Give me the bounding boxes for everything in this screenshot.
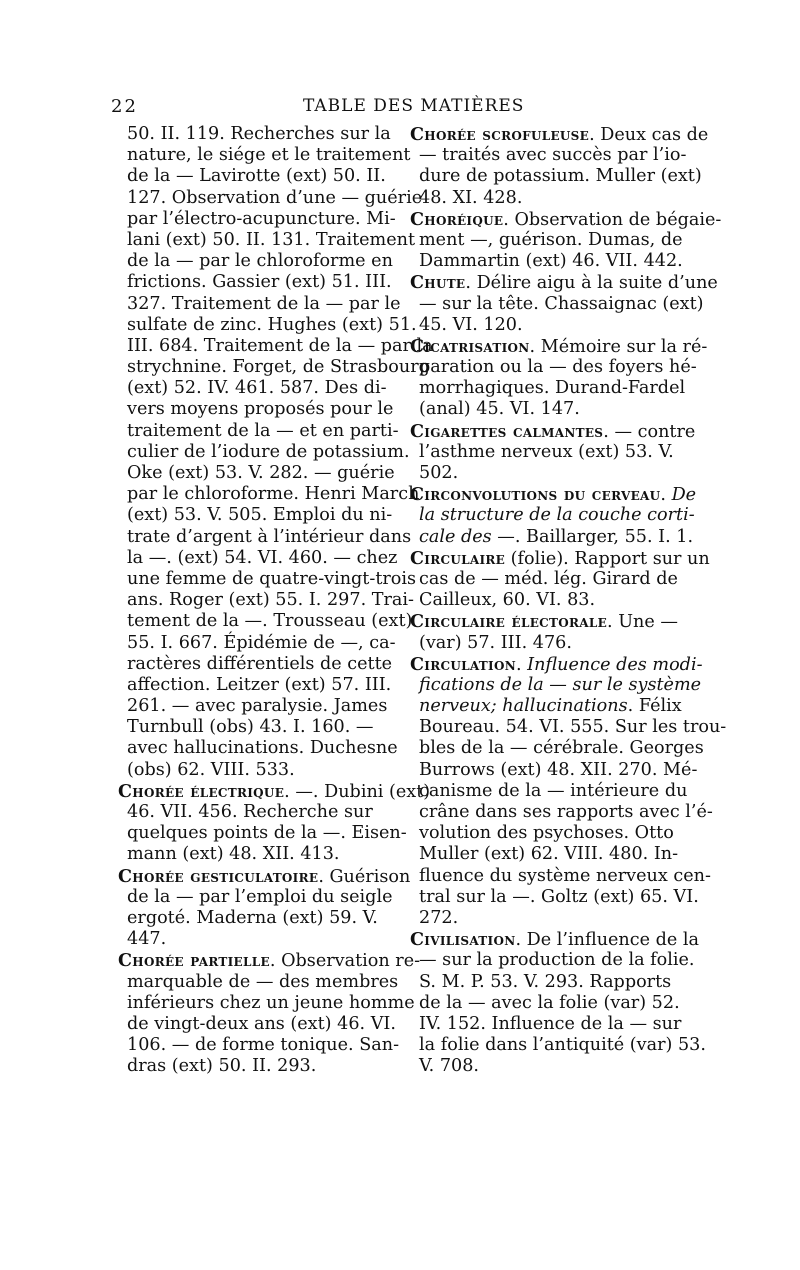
entry-text: trate d’argent à l’intérieur dans [127, 526, 412, 547]
entry-text: Boureau. 54. VI. 555. Sur les trou- [419, 717, 727, 738]
index-entry-heading-line [410, 124, 709, 145]
index-entry-line [118, 971, 399, 993]
entry-text: 127. Observation d’une — guérie [127, 187, 423, 208]
entry-text: mann (ext) 48. XII. 413. [127, 844, 340, 865]
italic-text: fications de la — sur le système [419, 674, 702, 695]
entry-text: . Observation de bégaie- [503, 209, 722, 230]
index-entry-heading-line [410, 653, 703, 675]
entry-text: la folie dans l’antiquité (var) 53. [419, 1035, 706, 1056]
entry-text: dure de potassium. Muller (ext) [419, 166, 702, 187]
entry-text: 45. VI. 120. [419, 314, 523, 335]
index-entry-line [118, 463, 393, 484]
index-entry-line [118, 675, 393, 696]
index-entry-heading-line [118, 865, 411, 887]
entry-text: . Mémoire sur la ré- [529, 336, 708, 357]
entry-text: tement de la —. Trousseau (ext) [127, 611, 413, 632]
entry-text: tral sur la —. Goltz (ext) 65. VI. [419, 886, 699, 907]
entry-text: III. 684. Traitement de la — par la [127, 335, 433, 356]
entry-text: 50. II. 119. Recherches sur la [127, 124, 391, 144]
entry-text: bles de la — cérébrale. Georges [419, 738, 704, 759]
entry-text: 327. Traitement de la — par le [127, 293, 401, 314]
index-entry-line [410, 590, 685, 611]
headword: Circonvolutions du cerveau [410, 484, 661, 506]
entry-text: S. M. P. 53. V. 293. Rapports [419, 971, 672, 992]
index-entry-line [118, 887, 393, 908]
italic-text: Influence des modi- [527, 654, 703, 675]
entry-text: 272. [419, 907, 459, 928]
index-entry-line [410, 463, 685, 484]
index-entry-line [118, 251, 393, 272]
headword: Cigarettes calmantes [410, 420, 604, 442]
entry-text: inférieurs chez un jeune homme [127, 992, 415, 1013]
entry-text: nature, le siége et le traitement [127, 145, 411, 166]
entry-text: sulfate de zinc. Hughes (ext) 51. [127, 314, 417, 335]
index-entry-line [410, 633, 685, 654]
index-entry-line [410, 717, 727, 738]
index-entry-heading-line [410, 420, 696, 442]
index-entry-line [118, 717, 393, 738]
index-entry-line [118, 547, 398, 569]
entry-text: dras (ext) 50. II. 293. [127, 1056, 317, 1077]
index-entry-line [410, 972, 685, 993]
headword: Chute [410, 272, 466, 294]
index-entry-line [118, 568, 417, 590]
entry-text: ment —, guérison. Dumas, de [419, 229, 683, 250]
entry-text: canisme de la — intérieure du [419, 780, 688, 801]
index-entry-line [118, 335, 433, 357]
entry-text: frictions. Gassier (ext) 51. III. [127, 272, 392, 293]
entry-text: 106. — de forme tonique. San- [127, 1035, 400, 1056]
headword: Chorée gesticulatoire [118, 865, 319, 887]
index-entry-line [118, 484, 420, 505]
entry-text: marquable de — des membres [127, 971, 399, 992]
headword: Circulation [410, 653, 516, 675]
entry-text: ergoté. Maderna (ext) 59. V. [127, 907, 378, 928]
entry-text: . De l’influence de la [515, 930, 700, 951]
entry-text: vers moyens proposés pour le [127, 399, 394, 420]
entry-text: de vingt-deux ans (ext) 46. VI. [127, 1013, 396, 1034]
entry-text: la —. (ext) 54. VI. 460. — chez [127, 547, 398, 568]
index-entry-line [118, 314, 417, 336]
index-entry-heading-line [410, 547, 710, 569]
index-entry-line [118, 505, 393, 526]
index-entry-line [410, 865, 711, 887]
index-entry-line [410, 315, 685, 336]
index-entry-line [410, 230, 685, 251]
entry-text: morrhagiques. Durand-Fardel [419, 378, 686, 399]
italic-text: cale des — [419, 526, 515, 547]
entry-text: ans. Roger (ext) 55. I. 297. Trai- [127, 590, 414, 611]
entry-text: (anal) 45. VI. 147. [419, 399, 580, 420]
entry-text: . — contre [603, 421, 696, 442]
entry-text: (var) 57. III. 476. [419, 632, 572, 653]
entry-text: l’asthme nerveux (ext) 53. V. [419, 441, 674, 462]
entry-text: Oke (ext) 53. V. 282. — guérie [127, 463, 395, 483]
index-entry-line [118, 441, 410, 463]
entry-text: V. 708. [419, 1056, 479, 1077]
index-entry-line [118, 187, 423, 209]
index-entry-line [118, 1035, 400, 1056]
index-entry-line [118, 293, 401, 315]
headword: Chorée électrique [118, 780, 285, 802]
index-entry-line [410, 526, 694, 548]
entry-text: — sur la production de la folie. [419, 950, 695, 971]
index-entry-line [118, 124, 393, 145]
headword: Cicatrisation [410, 335, 530, 357]
index-entry-heading-line [410, 484, 697, 506]
headword: Chorée scrofuleuse [410, 124, 590, 145]
index-entry-line [410, 1035, 706, 1056]
index-entry-line [118, 357, 430, 378]
index-entry-line [410, 293, 704, 315]
index-entry-line [118, 929, 393, 950]
entry-text: fluence du système nerveux cen- [419, 865, 711, 886]
entry-text: Burrows (ext) 48. XII. 270. Mé- [419, 759, 698, 780]
index-entry-line [410, 844, 685, 865]
index-entry-line [118, 272, 393, 293]
index-entry-line [410, 759, 698, 781]
index-entry-line [118, 208, 396, 230]
index-entry-line [410, 1056, 685, 1077]
index-entry-line [118, 738, 398, 759]
index-entry-line [410, 505, 695, 526]
index-entry-line [118, 420, 399, 442]
index-entry-line [410, 908, 685, 929]
index-entry-line [118, 229, 416, 251]
entry-text: — traités avec succès par l’io- [419, 145, 687, 166]
index-entry-heading-line [410, 335, 708, 357]
index-entry-line [410, 569, 685, 590]
entry-text: 46. VII. 456. Recherche sur [127, 802, 373, 822]
entry-text: IV. 152. Influence de la — sur [419, 1013, 682, 1034]
entry-text: cas de — méd. lég. Girard de [419, 568, 678, 589]
entry-text: crâne dans ses rapports avec l’é- [419, 802, 713, 822]
entry-text: de la — Lavirotte (ext) 50. II. [127, 166, 386, 187]
entry-text: 502. [419, 463, 459, 483]
entry-text: . Félix [627, 696, 682, 717]
index-entry-line [118, 1013, 396, 1035]
entry-text: Turnbull (obs) 43. I. 160. — [127, 717, 374, 738]
index-entry-line [118, 696, 393, 717]
entry-text: affection. Leitzer (ext) 57. III. [127, 674, 392, 695]
index-entry-line [118, 844, 393, 865]
index-entry-line [410, 993, 685, 1014]
entry-text: 447. [127, 929, 167, 950]
index-entry-line [118, 1056, 393, 1077]
index-entry-line [410, 166, 702, 187]
entry-text: de la — avec la folie (var) 52. [419, 992, 680, 1013]
entry-text: . [515, 654, 528, 675]
index-entry-line [410, 696, 685, 717]
index-entry-line [118, 654, 393, 675]
index-entry-line [410, 802, 713, 823]
entry-text: strychnine. Forget, de Strasbourg [127, 357, 430, 378]
index-column-right [410, 124, 727, 1077]
entry-text: une femme de quatre-vingt-trois [127, 568, 417, 589]
index-entry-line [410, 188, 685, 209]
entry-text: (obs) 62. VIII. 533. [127, 759, 295, 780]
index-entry-heading-line [410, 611, 685, 632]
index-entry-line [410, 145, 685, 166]
index-entry-line [410, 823, 685, 844]
entry-text: . Deux cas de [589, 125, 709, 145]
entry-text: quelques points de la —. Eisen- [127, 823, 407, 844]
entry-text: . [660, 485, 672, 506]
index-entry-line [118, 399, 393, 420]
italic-text: la structure de la couche corti- [419, 505, 695, 526]
index-column-left [118, 124, 433, 1077]
index-entry-line [410, 399, 685, 420]
index-entry-line [118, 526, 412, 548]
index-entry-line [118, 611, 413, 632]
entry-text: (ext) 52. IV. 461. 587. Des di- [127, 378, 387, 399]
entry-text: paration ou la — des foyers hé- [419, 357, 697, 378]
index-entry-line [118, 378, 393, 399]
index-entry-heading-line [410, 208, 722, 230]
index-entry-line [118, 760, 393, 781]
entry-text: . Une — [607, 612, 678, 633]
index-entry-heading-line [410, 929, 700, 951]
index-entry-line [118, 992, 415, 1014]
index-entry-line [118, 823, 407, 844]
index-entry-line [410, 442, 685, 463]
index-entry-line [118, 166, 393, 187]
entry-text: . Délire aigu à la suite d’une [465, 273, 718, 294]
index-entry-line [410, 738, 704, 759]
entry-text: avec hallucinations. Duchesne [127, 738, 398, 759]
entry-text: culier de l’iodure de potassium. [127, 441, 410, 462]
index-entry-line [118, 908, 393, 929]
entry-text: 261. — avec paralysie. James [127, 696, 388, 717]
entry-text: Cailleux, 60. VI. 83. [419, 590, 596, 611]
index-entry-line [118, 145, 411, 166]
index-entry-heading-line [118, 950, 421, 972]
headword: Civilisation [410, 929, 516, 951]
entry-text: — sur la tête. Chassaignac (ext) [419, 293, 704, 314]
entry-text: . Observation re- [269, 951, 421, 972]
entry-text: ractères différentiels de cette [127, 653, 393, 674]
entry-text: de la — par l’emploi du seigle [127, 886, 393, 907]
entry-text: Dammartin (ext) 46. VII. 442. [419, 251, 683, 272]
entry-text: traitement de la — et en parti- [127, 420, 399, 441]
entry-text: 48. XI. 428. [419, 187, 523, 208]
index-entry-line [410, 1014, 685, 1035]
index-entry-line [118, 632, 396, 654]
entry-text: 55. I. 667. Épidémie de —, ca- [127, 632, 396, 653]
entry-text: . Guérison [318, 866, 411, 887]
index-entry-line [118, 802, 393, 823]
index-entry-line [410, 780, 688, 802]
entry-text: lani (ext) 50. II. 131. Traitement [127, 229, 416, 250]
headword: Chorée partielle [118, 950, 270, 972]
index-entry-line [410, 950, 695, 971]
index-entry-heading-line [410, 272, 718, 294]
entry-text: (ext) 53. V. 505. Emploi du ni- [127, 505, 393, 526]
page-number: 22 [111, 96, 138, 117]
entry-text: volution des psychoses. Otto [419, 823, 674, 844]
italic-text: nerveux; hallucinations [419, 696, 628, 717]
index-entry-line [410, 357, 697, 378]
entry-text: par le chloroforme. Henri March [127, 484, 420, 505]
index-entry-line [118, 590, 414, 611]
headword: Circulaire électorale [410, 611, 608, 633]
index-entry-line [410, 674, 702, 696]
index-entry-line [410, 378, 685, 399]
entry-text: de la — par le chloroforme en [127, 251, 393, 272]
entry-text: Muller (ext) 62. VIII. 480. In- [419, 844, 679, 865]
entry-text: (folie). Rapport sur un [505, 548, 710, 569]
entry-text: par l’électro-acupuncture. Mi- [127, 208, 396, 229]
running-title: TABLE DES MATIÈRES [303, 96, 525, 116]
entry-text: . —. Dubini (ext) [284, 781, 431, 802]
index-entry-line [410, 251, 685, 272]
entry-text: . Baillarger, 55. I. 1. [514, 526, 694, 547]
italic-text: De [671, 485, 697, 506]
index-entry-line [410, 886, 699, 908]
headword: Choréique [410, 208, 504, 230]
headword: Circulaire [410, 547, 506, 569]
index-entry-heading-line [118, 780, 431, 802]
